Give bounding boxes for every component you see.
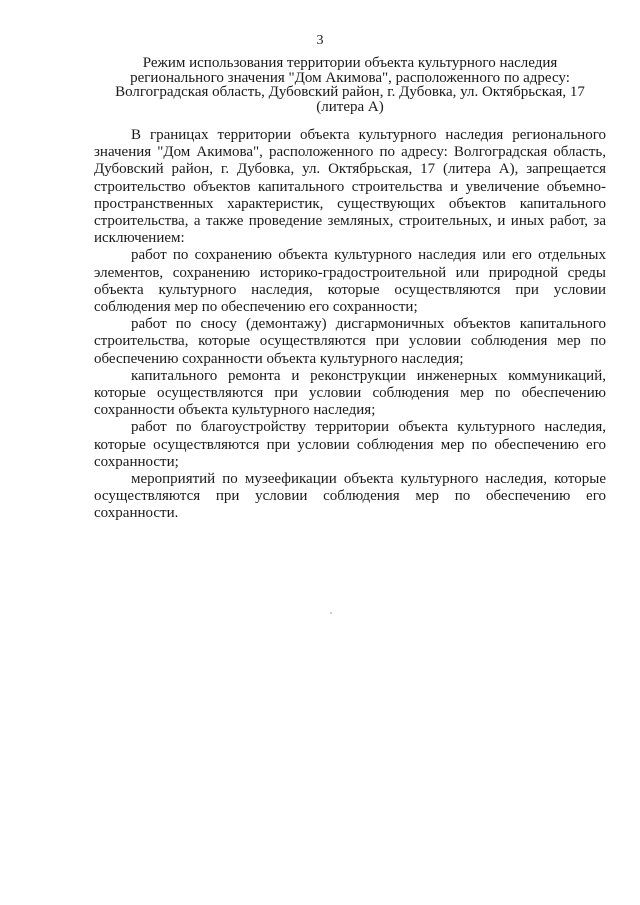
exception-item-landscaping: работ по благоустройству территории объекта культурного наследия, которые осуществляются при условии соблюдения мер по обеспечению его сохранности;: [94, 419, 606, 470]
intro-paragraph: В границах территории объекта культурного наследия регионального значения "Дом Акимова", расположенного по адресу: Волгоградская область, Дубовский район, г. Дубовка, ул. Октябрьская, 17 (литера А), запрещается строительство объектов капитального строительства и увеличение объемно-пространственных характеристик, существующих объектов капитального строительства, а также проведение земляных, строительных, и иных работ, за исключением:: [94, 127, 606, 247]
scan-speck: [330, 612, 332, 614]
exception-item-museumification: мероприятий по музеефикации объекта культурного наследия, которые осуществляются при условии соблюдения мер по обеспечению его сохранности.: [94, 471, 606, 522]
document-body: [94, 127, 606, 523]
page-number: 3: [316, 33, 324, 48]
title-line-3: Волгоградская область, Дубовский район, г. Дубовка, ул. Октябрьская, 17: [115, 84, 585, 100]
document-title: [60, 56, 640, 114]
title-line-2: регионального значения "Дом Акимова", расположенного по адресу:: [130, 69, 570, 86]
exception-item-utilities: капитального ремонта и реконструкции инженерных коммуникаций, которые осуществляются при условии соблюдения мер по обеспечению сохранности объекта культурного наследия;: [94, 367, 606, 419]
exception-item-preservation: работ по сохранению объекта культурного наследия или его отдельных элементов, сохранению историко-градостроительной или природной среды объекта культурного наследия, которые осуществляются при условии соблюдения мер по обеспечению его сохранности;: [94, 247, 606, 316]
title-line-1: Режим использования территории объекта культурного наследия: [142, 55, 558, 71]
exception-item-demolition: работ по сносу (демонтажу) дисгармоничных объектов капитального строительства, которые осуществляются при условии соблюдения мер по обеспечению сохранности объекта культурного наследия;: [94, 316, 606, 367]
title-line-4: (литера А): [316, 98, 384, 115]
